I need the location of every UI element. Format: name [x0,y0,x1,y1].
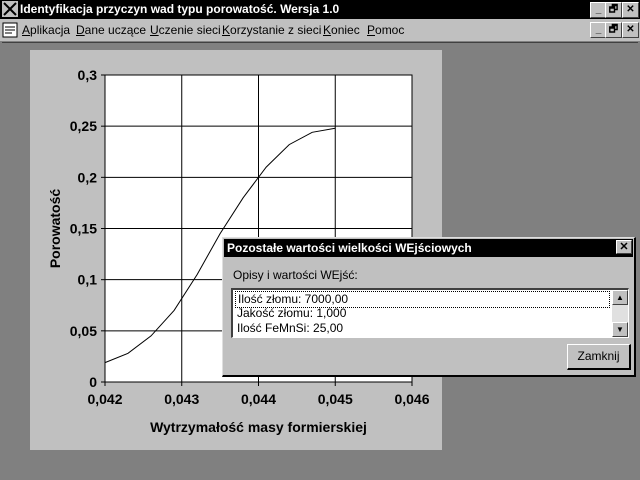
y-tick-label: 0 [89,374,97,390]
window-title: Identyfikacja przyczyn wad typu porowatość. Wersja 1.0 [20,2,340,16]
menu-koniec[interactable]: Koniec [323,23,360,37]
y-tick-label: 0,1 [77,271,97,288]
zamknij-button[interactable]: Zamknij [567,344,631,370]
scroll-up-icon[interactable]: ▲ [612,290,628,305]
title-bar [0,0,640,19]
mdi-close-button[interactable]: ✕ [622,22,639,38]
mdi-minimize-button[interactable]: _ [590,22,607,38]
y-axis-label: Porowatość [47,188,63,269]
y-tick-label: 0,05 [69,322,97,339]
listbox-scrollbar[interactable] [612,290,628,337]
y-tick-label: 0,15 [69,220,97,237]
document-icon[interactable] [2,22,18,38]
mdi-restore-button[interactable]: 🗗 [605,22,622,38]
list-item[interactable]: Jakość złomu: 1,000 [237,306,347,320]
x-axis-label: Wytrzymałość masy formierskiej [150,419,367,435]
menu-uczenie-sieci[interactable]: Uczenie sieci [150,23,221,37]
restore-button[interactable]: 🗗 [605,2,622,18]
menu-bar [0,19,640,42]
x-tick-label: 0,044 [240,391,277,407]
close-button[interactable]: ✕ [622,2,639,18]
dialog-title: Pozostałe wartości wielkości WEjściowych [224,239,633,257]
scroll-down-icon[interactable]: ▼ [612,322,628,337]
x-tick-label: 0,043 [164,391,200,407]
menu-dane-uczace[interactable]: Dane uczące [76,23,147,37]
x-tick-label: 0,045 [317,391,353,407]
x-tick-label: 0,042 [87,391,123,407]
minimize-button[interactable]: _ [590,2,607,18]
y-tick-label: 0,2 [77,169,97,186]
menu-korzystanie-z-sieci[interactable]: Korzystanie z sieci [222,23,322,37]
x-tick-label: 0,046 [394,391,430,407]
inputs-listbox[interactable] [231,288,629,338]
list-item[interactable]: Ilość złomu: 7000,00 [235,291,610,308]
dialog-label: Opisy i wartości WEjść: [233,268,358,282]
list-item[interactable]: Ilość FeMnSi: 25,00 [237,321,344,335]
menu-aplikacja[interactable]: Aplikacja [22,23,71,37]
y-tick-label: 0,25 [69,118,97,135]
app-icon [2,1,18,17]
y-tick-label: 0,3 [77,67,97,83]
inputs-dialog [222,237,636,377]
menu-pomoc[interactable]: Pomoc [367,23,405,37]
dialog-close-icon[interactable]: ✕ [616,240,632,254]
